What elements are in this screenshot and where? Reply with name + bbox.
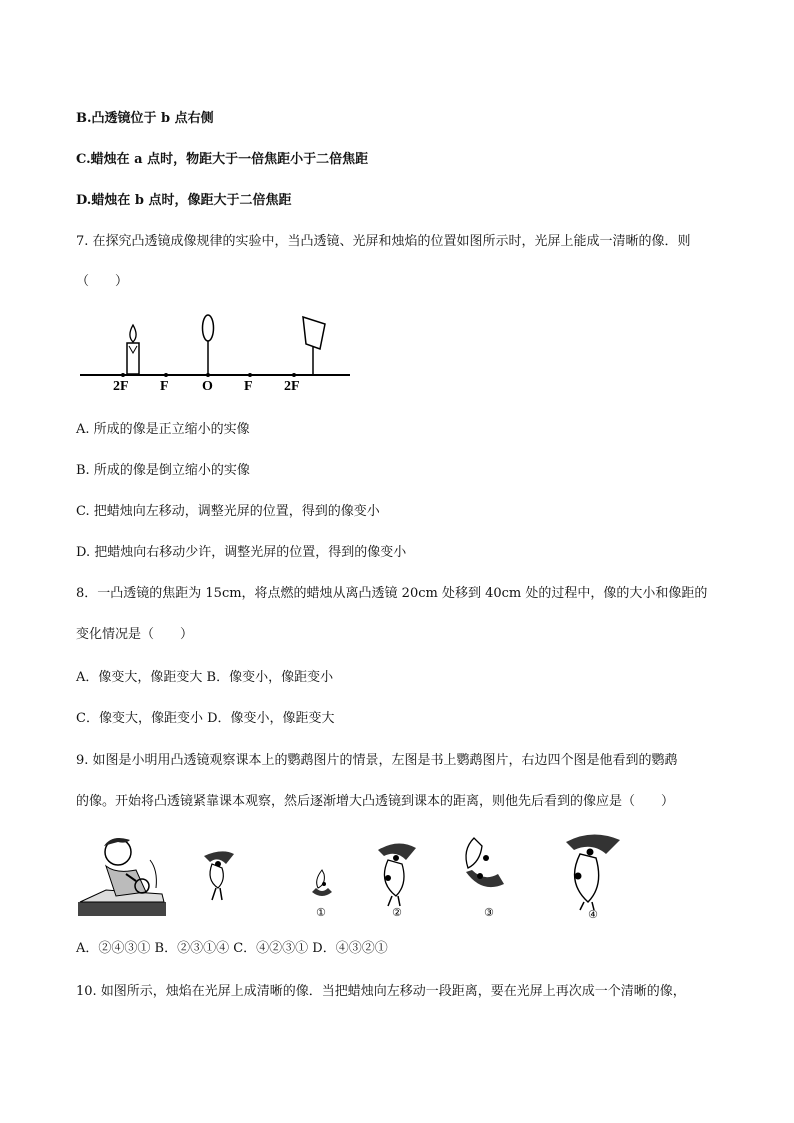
label-o: O [202, 379, 213, 393]
parrot-image-4 [566, 834, 620, 910]
question-7: 7. 在探究凸透镜成像规律的实验中，当凸透镜、光屏和烛焰的位置如图所示时，光屏上能成一清晰的像．则 [76, 234, 691, 249]
question-9-cont: 的像。开始将凸透镜紧靠课本观察，然后逐渐增大凸透镜到课本的距离，则他先后看到的像应是（ ） [76, 794, 675, 809]
q7-option-b: B. 所成的像是倒立缩小的实像 [76, 463, 250, 478]
candle [127, 325, 139, 374]
point-f-left [164, 373, 168, 377]
boy-with-magnifier-illustration [78, 838, 166, 916]
q8-options-ab: A．像变大，像距变大 B．像变小，像距变小 [76, 670, 334, 685]
parrot-image-3 [466, 838, 504, 887]
label-f-right: F [244, 379, 253, 393]
q7-option-c: C. 把蜡烛向左移动，调整光屏的位置，得到的像变小 [76, 504, 380, 519]
q9-options: A．②④③① B．②③①④ C．④②③① D．④③②① [76, 941, 388, 956]
option-d-prev: D.蜡烛在 b 点时，像距大于二倍焦距 [76, 193, 292, 208]
point-2f-left [121, 373, 125, 377]
label-2f-left: 2F [113, 379, 129, 393]
label-circle-3: ③ [484, 906, 494, 919]
label-circle-4: ④ [588, 908, 598, 921]
optical-bench-figure [80, 308, 355, 393]
parrot-figure [76, 830, 636, 925]
parrot-image-2 [378, 843, 416, 906]
q7-option-a: A. 所成的像是正立缩小的实像 [76, 422, 250, 437]
label-2f-right: 2F [284, 379, 300, 393]
question-8-cont: 变化情况是（ ） [76, 627, 194, 642]
question-10: 10. 如图所示，烛焰在光屏上成清晰的像．当把蜡烛向左移动一段距离，要在光屏上再次成一个清晰的像， [76, 984, 686, 999]
light-screen [303, 317, 325, 374]
point-f-right [248, 373, 252, 377]
parrot-book-picture [204, 851, 234, 900]
question-7-paren: （ ） [76, 274, 129, 289]
point-o [206, 373, 210, 377]
option-c-prev: C.蜡烛在 a 点时，物距大于一倍焦距小于二倍焦距 [76, 152, 369, 167]
point-2f-right [292, 373, 296, 377]
question-9: 9. 如图是小明用凸透镜观察课本上的鹦鹉图片的情景，左图是书上鹦鹉图片，右边四个图是他看到的鹦鹉 [76, 753, 678, 768]
q8-options-cd: C．像变大，像距变小 D．像变小，像距变大 [76, 711, 335, 726]
q7-option-d: D. 把蜡烛向右移动少许，调整光屏的位置，得到的像变小 [76, 545, 407, 560]
option-b-prev: B.凸透镜位于 b 点右侧 [76, 111, 214, 126]
convex-lens [203, 315, 214, 374]
parrot-image-1 [312, 870, 332, 896]
question-8: 8．一凸透镜的焦距为 15cm，将点燃的蜡烛从离凸透镜 20cm 处移到 40cm 处的过程中，像的大小和像距的 [76, 586, 708, 601]
label-f-left: F [160, 379, 169, 393]
label-circle-2: ② [392, 906, 402, 919]
label-circle-1: ① [316, 906, 326, 919]
